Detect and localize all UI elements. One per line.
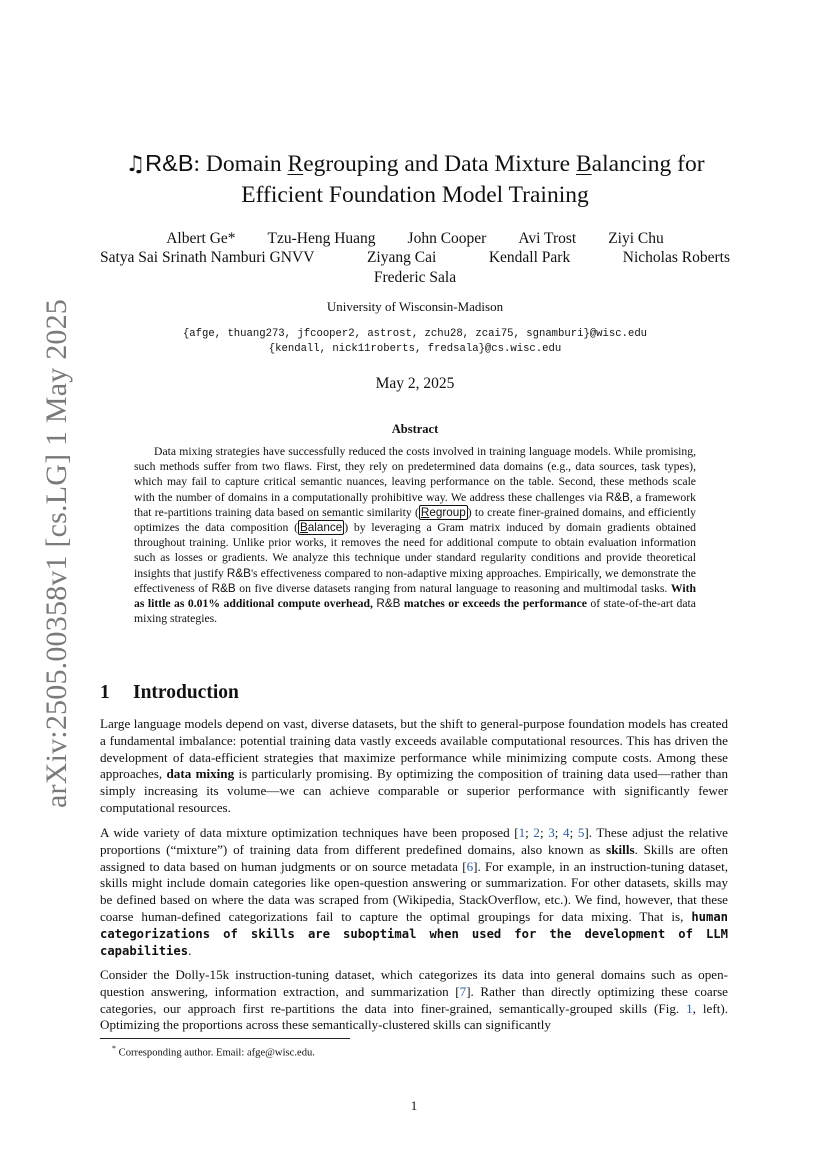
author-name: Albert Ge*: [166, 230, 236, 247]
citation-link[interactable]: 6: [466, 858, 474, 874]
footnote: * Corresponding author. Email: afge@wisc.edu.: [112, 1044, 315, 1059]
arxiv-identifier-stamp: arXiv:2505.00358v1 [cs.LG] 1 May 2025: [40, 299, 73, 808]
affiliation: University of Wisconsin-Madison: [326, 299, 504, 314]
publication-date: May 2, 2025: [375, 375, 455, 392]
paper-title: ♫R&B: Domain Regrouping and Data Mixture Balancing for Efficient Foundation Model Training: [125, 150, 705, 208]
page-number: 1: [410, 1098, 418, 1113]
balance-term: Balance: [299, 521, 343, 535]
author-name: Nicholas Roberts: [622, 249, 730, 266]
email-line: {afge, thuang273, jfcooper2, astrost, zchu28, zcai75, sgnamburi}@wisc.edu: [182, 328, 648, 340]
author-name: Tzu-Heng Huang: [267, 230, 376, 247]
title-line-2: Efficient Foundation Model Training: [241, 182, 589, 208]
author-list-row-1: [95, 229, 735, 249]
method-name: R&B: [145, 150, 194, 176]
author-name: Ziyang Cai: [366, 249, 437, 266]
intro-paragraph-3: Consider the Dolly-15k instruction-tuning dataset, which categorizes its data into general domains such as open-question answering, information extraction, and summarization [7]. Rather than directly optimizing these coarse categories, our approach first re-partitions the data into finer-grained, semantically-grouped skills (Fig. 1, left). Optimizing the proportions across these semantically-clustered skills can significantly: [100, 967, 728, 1033]
abstract-heading: Abstract: [391, 422, 439, 436]
author-name: Frederic Sala: [373, 269, 457, 286]
citation-link[interactable]: 3: [548, 825, 555, 840]
citation-link[interactable]: 4: [563, 825, 570, 840]
author-list-row-2: [100, 248, 730, 268]
author-name: John Cooper: [407, 230, 487, 247]
email-line: {kendall, nick11roberts, fredsala}@cs.wisc.edu: [268, 343, 562, 355]
author-emails: [100, 327, 730, 357]
citation-link[interactable]: 5: [577, 825, 585, 840]
citation-link[interactable]: 1: [518, 825, 526, 840]
regroup-term: Regroup: [420, 505, 466, 519]
author-name: Kendall Park: [488, 249, 571, 266]
author-list-row-3: [95, 268, 735, 288]
intro-paragraph-2: A wide variety of data mixture optimization techniques have been proposed [1; 2; 3; 4; 5]. These adjust the relative proportions (“mixture”) of training data from different predefined domains, also known as skills. Skills are often assigned to data based on human judgments or on source metadata [6]. For example, in an instruction-tuning dataset, skills might include domain categories like open-question answering or summarization. For other datasets, skills may be defined based on where the data was scraped from (Wikipedia, StackOverflow, etc.). We find, however, that these coarse human-defined categorizations fail to capture the optimal groupings for data mixing. That is, human categorizations of skills are suboptimal when used for the development of LLM capabilities.: [100, 825, 728, 958]
author-name: Avi Trost: [518, 230, 577, 247]
author-name: Ziyi Chu: [608, 230, 664, 247]
section-heading-introduction: 1 Introduction: [100, 682, 239, 703]
citation-link[interactable]: 7: [459, 983, 467, 999]
music-note-icon: ♫: [125, 152, 146, 177]
figure-reference-link[interactable]: 1: [686, 1000, 693, 1016]
author-name: Satya Sai Srinath Namburi GNVV: [100, 249, 315, 266]
intro-paragraph-1: Large language models depend on vast, diverse datasets, but the shift to general-purpose foundation models has created a fundamental imbalance: potential training data vastly exceeds available computational resources. This has driven the development of data-efficient strategies that maximize performance while minimizing compute costs. Among these approaches, data mixing is particularly promising. By optimizing the composition of training data used—rather than simply increasing its volume—we can achieve comparable or superior performance with significantly fewer computational resources.: [100, 716, 728, 815]
abstract-body: Data mixing strategies have successfully reduced the costs involved in training language models. While promising, such methods suffer from two flaws. First, they rely on predetermined data domains (e.g., data sources, task types), which may fail to capture critical semantic nuances, leaving performance on the table. Second, these methods scale with the number of domains in a computationally prohibitive way. We address these challenges via R&B, a framework that re-partitions training data based on semantic similarity ( Regroup ) to create finer-grained domains, and efficiently optimizes the data composition ( Balance ) by leveraging a Gram matrix induced by domain gradients obtained throughout training. Unlike prior works, it removes the need for additional compute to obtain evaluation information such as losses or gradients. We analyze this technique under standard regularity conditions and provide theoretical insights that justify R&B's effectiveness compared to non-adaptive mixing approaches. Empirically, we demonstrate the effectiveness of R&B on five diverse datasets ranging from natural language to reasoning and multimodal tasks. With as little as 0.01% additional compute overhead, R&B matches or exceeds the performance of state-of-the-art data mixing strategies.: [134, 445, 696, 626]
citation-link[interactable]: 2: [533, 825, 540, 840]
footnote-divider: [100, 1038, 350, 1039]
